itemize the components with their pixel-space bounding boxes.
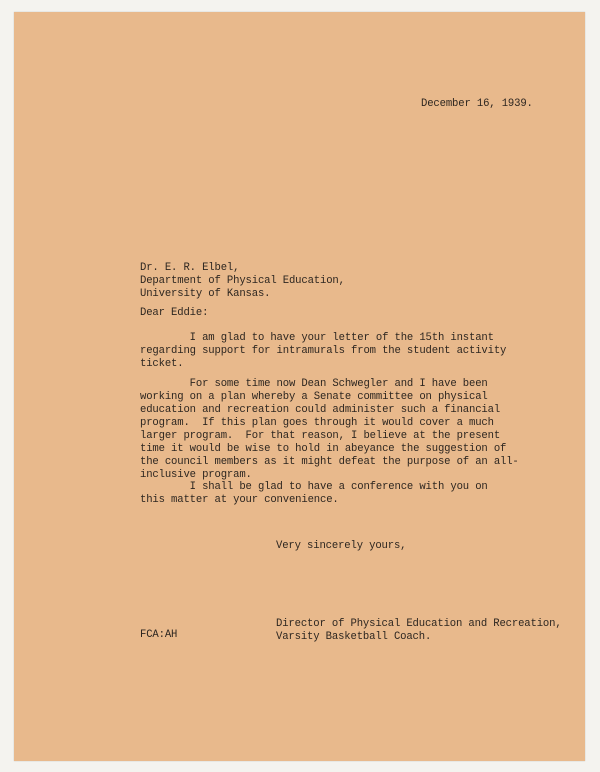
- letter-paper: [14, 12, 585, 761]
- reference-initials: FCA:AH: [140, 629, 178, 641]
- salutation: Dear Eddie:: [140, 307, 209, 319]
- paragraph-line: larger program. For that reason, I believe at the present: [140, 430, 501, 442]
- body-paragraph-1: [140, 332, 506, 371]
- address-line: Dr. E. R. Elbel,: [140, 262, 240, 274]
- letter-date: December 16, 1939.: [421, 98, 533, 110]
- signature-line: Varsity Basketball Coach.: [276, 631, 432, 643]
- body-paragraph-3: [140, 481, 488, 507]
- address-line: Department of Physical Education,: [140, 275, 345, 287]
- signature-line: Director of Physical Education and Recreation,: [276, 618, 562, 630]
- paragraph-line: working on a plan whereby a Senate committee on physical: [140, 391, 488, 403]
- body-paragraph-2: [140, 378, 519, 482]
- paragraph-line: time it would be wise to hold in abeyance the suggestion of: [140, 443, 507, 455]
- address-line: University of Kansas.: [140, 288, 271, 300]
- paragraph-line: education and recreation could administer such a financial: [140, 404, 501, 416]
- paragraph-line: ticket.: [140, 358, 184, 370]
- paragraph-line: program. If this plan goes through it would cover a much: [140, 417, 494, 429]
- complimentary-closing: Very sincerely yours,: [276, 540, 407, 552]
- paragraph-line: regarding support for intramurals from the student activity: [140, 345, 507, 357]
- paragraph-line: I shall be glad to have a conference with you on: [140, 481, 488, 493]
- paragraph-line: I am glad to have your letter of the 15th instant: [140, 332, 494, 344]
- paragraph-line: For some time now Dean Schwegler and I have been: [140, 378, 488, 390]
- paragraph-line: inclusive program.: [140, 469, 252, 481]
- paragraph-line: this matter at your convenience.: [140, 494, 339, 506]
- paragraph-line: the council members as it might defeat the purpose of an all-: [140, 456, 519, 468]
- recipient-address: [140, 262, 345, 301]
- signature-block: [276, 618, 562, 644]
